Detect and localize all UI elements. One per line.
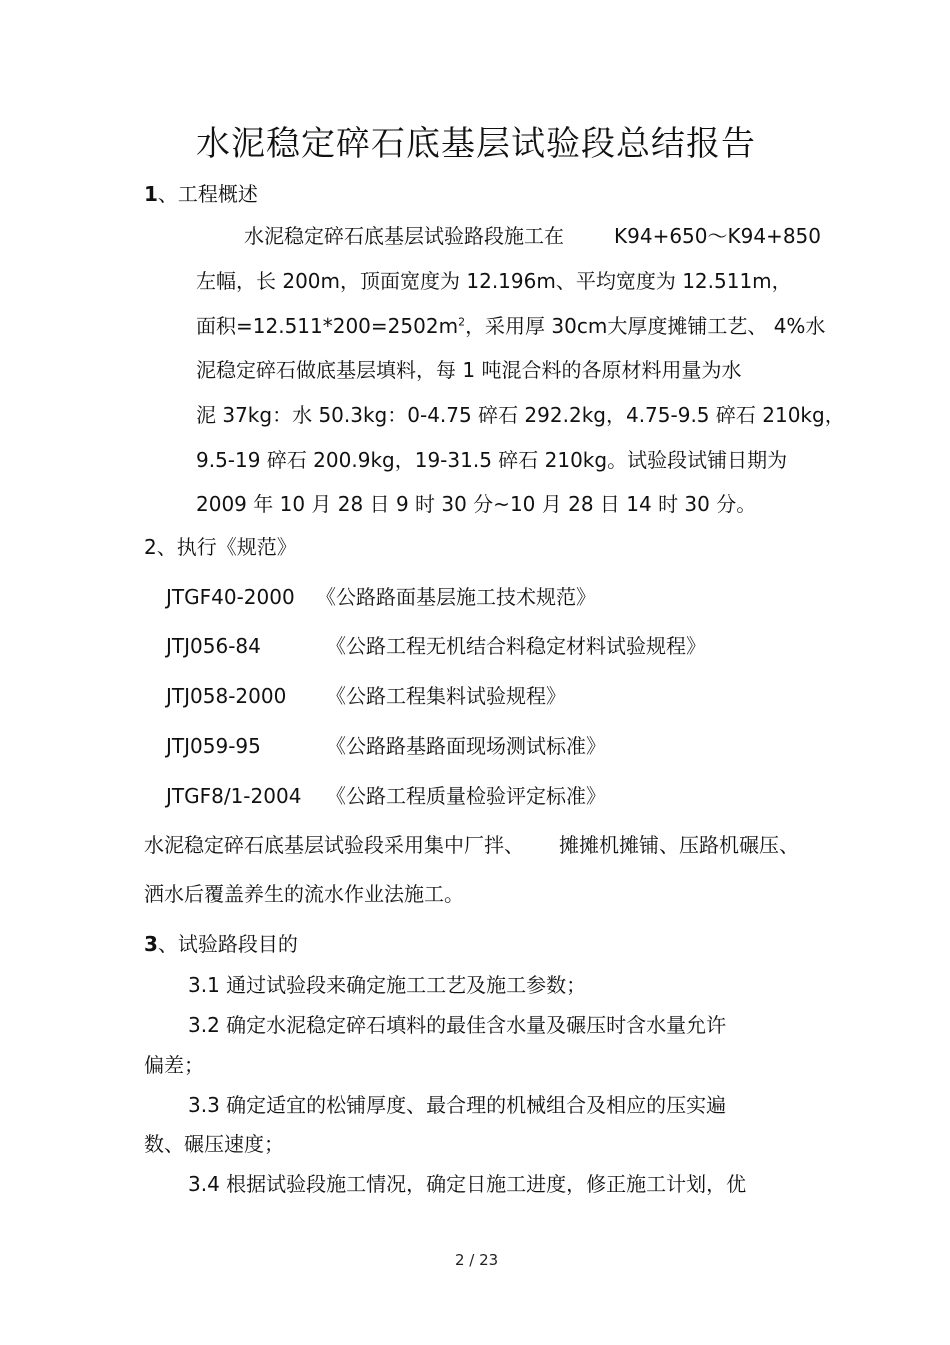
area-formula: 面积=12.511*200=2502m <box>196 314 459 338</box>
section-2-para-line-1a: 水泥稳定碎石底基层试验段采用集中厂拌、 <box>144 833 524 857</box>
section-3-item-1: 3.1 通过试验段来确定施工工艺及施工参数； <box>188 973 587 997</box>
section-1-line-6: 9.5-19 碎石 200.9kg，19-31.5 碎石 210kg。试验段试铺日期为 <box>196 448 788 472</box>
area-superscript: 2 <box>458 315 466 329</box>
section-3-number: 3 <box>144 932 158 956</box>
page-number: 2 / 23 <box>455 1251 499 1269</box>
section-2-para-line-2: 洒水后覆盖养生的流水作业法施工。 <box>144 882 464 906</box>
section-3-title: 、试验路段目的 <box>157 932 298 956</box>
ref-code-3: JTJ058-2000 <box>166 684 287 708</box>
ref-code-5: JTGF8/1-2004 <box>166 784 302 808</box>
section-3-item-4: 3.4 根据试验段施工情况，确定日施工进度，修正施工计划，优 <box>188 1172 747 1196</box>
section-1-title: 、工程概述 <box>157 182 258 206</box>
ref-title-5: 《公路工程质量检验评定标准》 <box>326 784 606 808</box>
section-1-line-7: 2009 年 10 月 28 日 9 时 30 分~10 月 28 日 14 时 30 分。 <box>196 492 757 516</box>
section-3-item-2-cont: 偏差； <box>144 1053 204 1077</box>
ref-title-1: 《公路路面基层施工技术规范》 <box>316 585 596 609</box>
section-3-item-2: 3.2 确定水泥稳定碎石填料的最佳含水量及碾压时含水量允许 <box>188 1013 727 1037</box>
section-1-heading <box>144 184 258 204</box>
section-2-heading: 2、执行《规范》 <box>144 535 297 559</box>
section-1-line-5: 泥 37kg：水 50.3kg：0-4.75 碎石 292.2kg，4.75-9.5 碎石 210kg， <box>196 403 845 427</box>
section-1-number: 1 <box>144 182 158 206</box>
section-3-item-3-cont: 数、碾压速度； <box>144 1132 284 1156</box>
section-1-line-3 <box>196 316 825 336</box>
section-1-line-2: 左幅，长 200m，顶面宽度为 12.196m、平均宽度为 12.511m， <box>196 269 792 293</box>
ref-code-4: JTJ059-95 <box>166 734 261 758</box>
ref-title-4: 《公路路基路面现场测试标准》 <box>326 734 606 758</box>
section-1-line-1a: 水泥稳定碎石底基层试验路段施工在 <box>244 224 564 248</box>
section-1-line-4: 泥稳定碎石做底基层填料，每 1 吨混合料的各原材料用量为水 <box>196 358 742 382</box>
ref-title-2: 《公路工程无机结合料稳定材料试验规程》 <box>326 634 706 658</box>
ref-code-1: JTGF40-2000 <box>166 585 295 609</box>
section-3-heading <box>144 934 298 954</box>
section-2-para-line-1b: 摊摊机摊铺、压路机碾压、 <box>559 833 799 857</box>
ref-code-2: JTJ056-84 <box>166 634 261 658</box>
section-3-item-3: 3.3 确定适宜的松铺厚度、最合理的机械组合及相应的压实遍 <box>188 1093 727 1117</box>
section-1-line-3-rest: ，采用厚 30cm大厚度摊铺工艺、 4%水 <box>465 314 826 338</box>
section-1-line-1b: K94+650～K94+850 <box>614 224 821 248</box>
page-title: 水泥稳定碎石底基层试验段总结报告 <box>196 124 756 164</box>
ref-title-3: 《公路工程集料试验规程》 <box>326 684 566 708</box>
